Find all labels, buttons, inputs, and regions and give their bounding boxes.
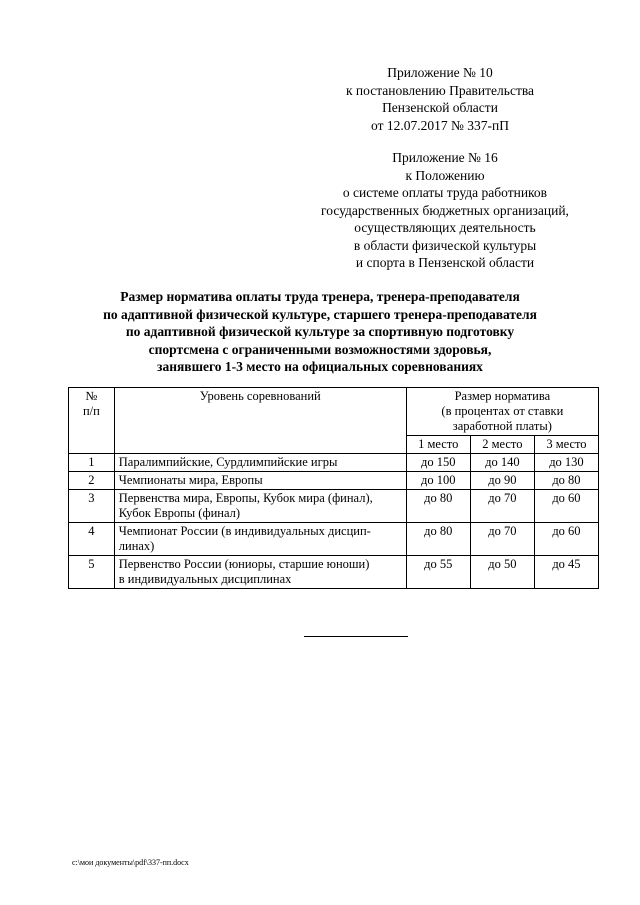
row-place-1: до 55 bbox=[406, 556, 470, 589]
row-place-1: до 80 bbox=[406, 523, 470, 556]
row-place-1: до 80 bbox=[406, 490, 470, 523]
row-place-2: до 70 bbox=[470, 490, 534, 523]
row-level-text: Первенства мира, Европы, Кубок мира (финал), bbox=[118, 491, 373, 505]
header-size-line: заработной платы) bbox=[452, 419, 552, 433]
row-level bbox=[114, 556, 406, 589]
header-place-2: 2 место bbox=[470, 436, 534, 454]
header-size bbox=[406, 388, 598, 436]
appendix-line: государственных бюджетных организаций, bbox=[321, 202, 569, 218]
row-place-2: до 50 bbox=[470, 556, 534, 589]
footer-file-path: c:\мои документы\pdf\337-пп.docx bbox=[72, 858, 189, 867]
row-level-text: Чемпионаты мира, Европы bbox=[118, 473, 263, 487]
appendix-line: и спорта в Пензенской области bbox=[355, 255, 535, 270]
row-place-3: до 60 bbox=[534, 490, 598, 523]
row-place-2: до 140 bbox=[470, 454, 534, 472]
appendix-line: в области физической культуры bbox=[353, 237, 537, 253]
table-row bbox=[69, 490, 599, 523]
appendix-line: о системе оплаты труда работников bbox=[342, 185, 548, 200]
norm-table bbox=[68, 387, 599, 589]
title-line: спортсмена с ограниченными возможностями здоровья, bbox=[148, 341, 492, 357]
row-place-2: до 70 bbox=[470, 523, 534, 556]
end-of-document-divider bbox=[304, 636, 408, 637]
appendix-line: Пензенской области bbox=[382, 100, 498, 115]
appendix-line: от 12.07.2017 № 337-пП bbox=[371, 117, 509, 133]
row-num: 2 bbox=[69, 472, 115, 490]
row-num: 1 bbox=[69, 454, 115, 472]
table-row bbox=[69, 523, 599, 556]
appendix-line: осуществляющих деятельность bbox=[354, 220, 536, 235]
row-place-3: до 80 bbox=[534, 472, 598, 490]
row-place-1: до 150 bbox=[406, 454, 470, 472]
row-num: 4 bbox=[69, 523, 115, 556]
appendix-line: к Положению bbox=[405, 167, 485, 183]
appendix-line: Приложение № 16 bbox=[392, 150, 498, 165]
row-place-3: до 60 bbox=[534, 523, 598, 556]
row-level bbox=[114, 490, 406, 523]
row-num: 3 bbox=[69, 490, 115, 523]
table-row bbox=[69, 454, 599, 472]
document-title bbox=[40, 288, 600, 376]
row-level bbox=[114, 454, 406, 472]
appendix-line: к постановлению Правительства bbox=[345, 82, 535, 98]
title-line: Размер норматива оплаты труда тренера, тренера-преподавателя bbox=[120, 289, 520, 304]
table-header-row bbox=[69, 388, 599, 436]
row-place-2: до 90 bbox=[470, 472, 534, 490]
appendix-16-header bbox=[300, 149, 590, 272]
header-place-3: 3 место bbox=[534, 436, 598, 454]
header-num-label: п/п bbox=[82, 404, 100, 418]
table-row bbox=[69, 472, 599, 490]
title-line: по адаптивной физической культуре, старшего тренера-преподавателя bbox=[103, 306, 537, 322]
header-num bbox=[69, 388, 115, 454]
row-place-3: до 130 bbox=[534, 454, 598, 472]
header-place-1: 1 место bbox=[406, 436, 470, 454]
title-line: занявшего 1-3 место на официальных соревнованиях bbox=[157, 359, 483, 374]
row-place-1: до 100 bbox=[406, 472, 470, 490]
row-level-text: Чемпионат России (в индивидуальных дисцип- bbox=[118, 524, 371, 538]
appendix-10-header bbox=[325, 64, 555, 134]
row-level bbox=[114, 523, 406, 556]
row-level-text: в индивидуальных дисциплинах bbox=[118, 572, 292, 586]
row-level-text: Первенство России (юниоры, старшие юноши) bbox=[118, 557, 370, 571]
row-place-3: до 45 bbox=[534, 556, 598, 589]
header-num-symbol: № bbox=[85, 389, 98, 403]
appendix-line: Приложение № 10 bbox=[387, 65, 493, 80]
table-row bbox=[69, 556, 599, 589]
row-level bbox=[114, 472, 406, 490]
row-level-text: Паралимпийские, Сурдлимпийские игры bbox=[118, 455, 338, 469]
header-size-line: Размер норматива bbox=[454, 389, 551, 403]
row-level-text: линах) bbox=[118, 539, 155, 553]
row-num: 5 bbox=[69, 556, 115, 589]
header-level: Уровень соревнований bbox=[114, 388, 406, 454]
row-level-text: Кубок Европы (финал) bbox=[118, 506, 241, 520]
header-size-line: (в процентах от ставки bbox=[441, 404, 564, 418]
title-line: по адаптивной физической культуре за спортивную подготовку bbox=[125, 324, 515, 339]
